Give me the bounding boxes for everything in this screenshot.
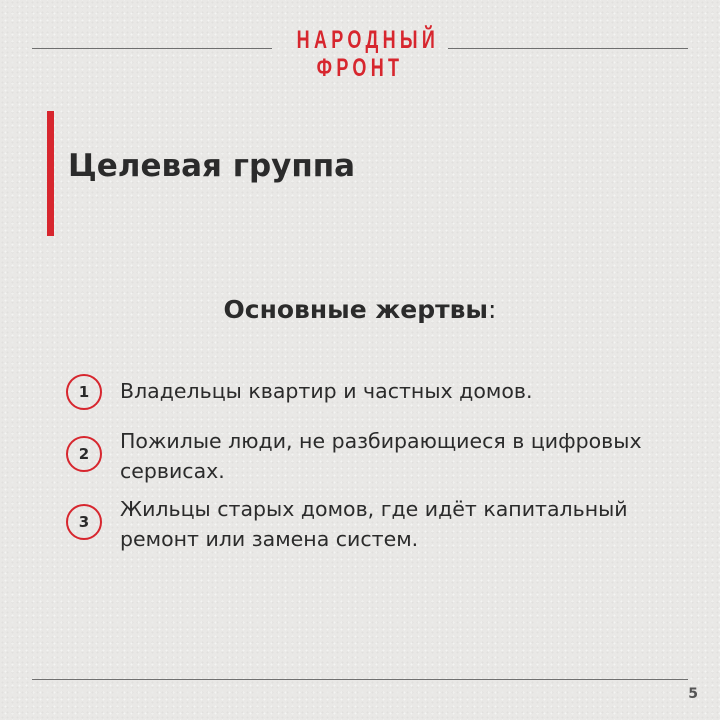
page-number: 5: [688, 686, 698, 702]
brand-logo: [296, 26, 440, 82]
list-number-badge: 2: [66, 436, 102, 472]
list-item-text: Пожилые люди, не разбирающиеся в цифровых сервисах.: [120, 429, 642, 483]
page-title: Целевая группа: [68, 148, 356, 184]
subtitle-bold: Основные жертвы: [223, 295, 489, 324]
list-item-text: Жильцы старых домов, где идёт капитальный ремонт или замена систем.: [120, 497, 628, 551]
subtitle-suffix: :: [488, 295, 497, 324]
title-accent-bar: [47, 111, 54, 236]
list-item-text: Владельцы квартир и частных домов.: [120, 379, 533, 403]
header-divider-right: [448, 48, 688, 49]
list-number-badge: 1: [66, 374, 102, 410]
header-divider-left: [32, 48, 272, 49]
logo-line-1: НАРОДНЫЙ: [296, 26, 440, 54]
list-number-badge: 3: [66, 504, 102, 540]
logo-line-2: ФРОНТ: [316, 54, 404, 82]
footer-divider: [32, 679, 688, 680]
section-subtitle: [0, 295, 720, 324]
